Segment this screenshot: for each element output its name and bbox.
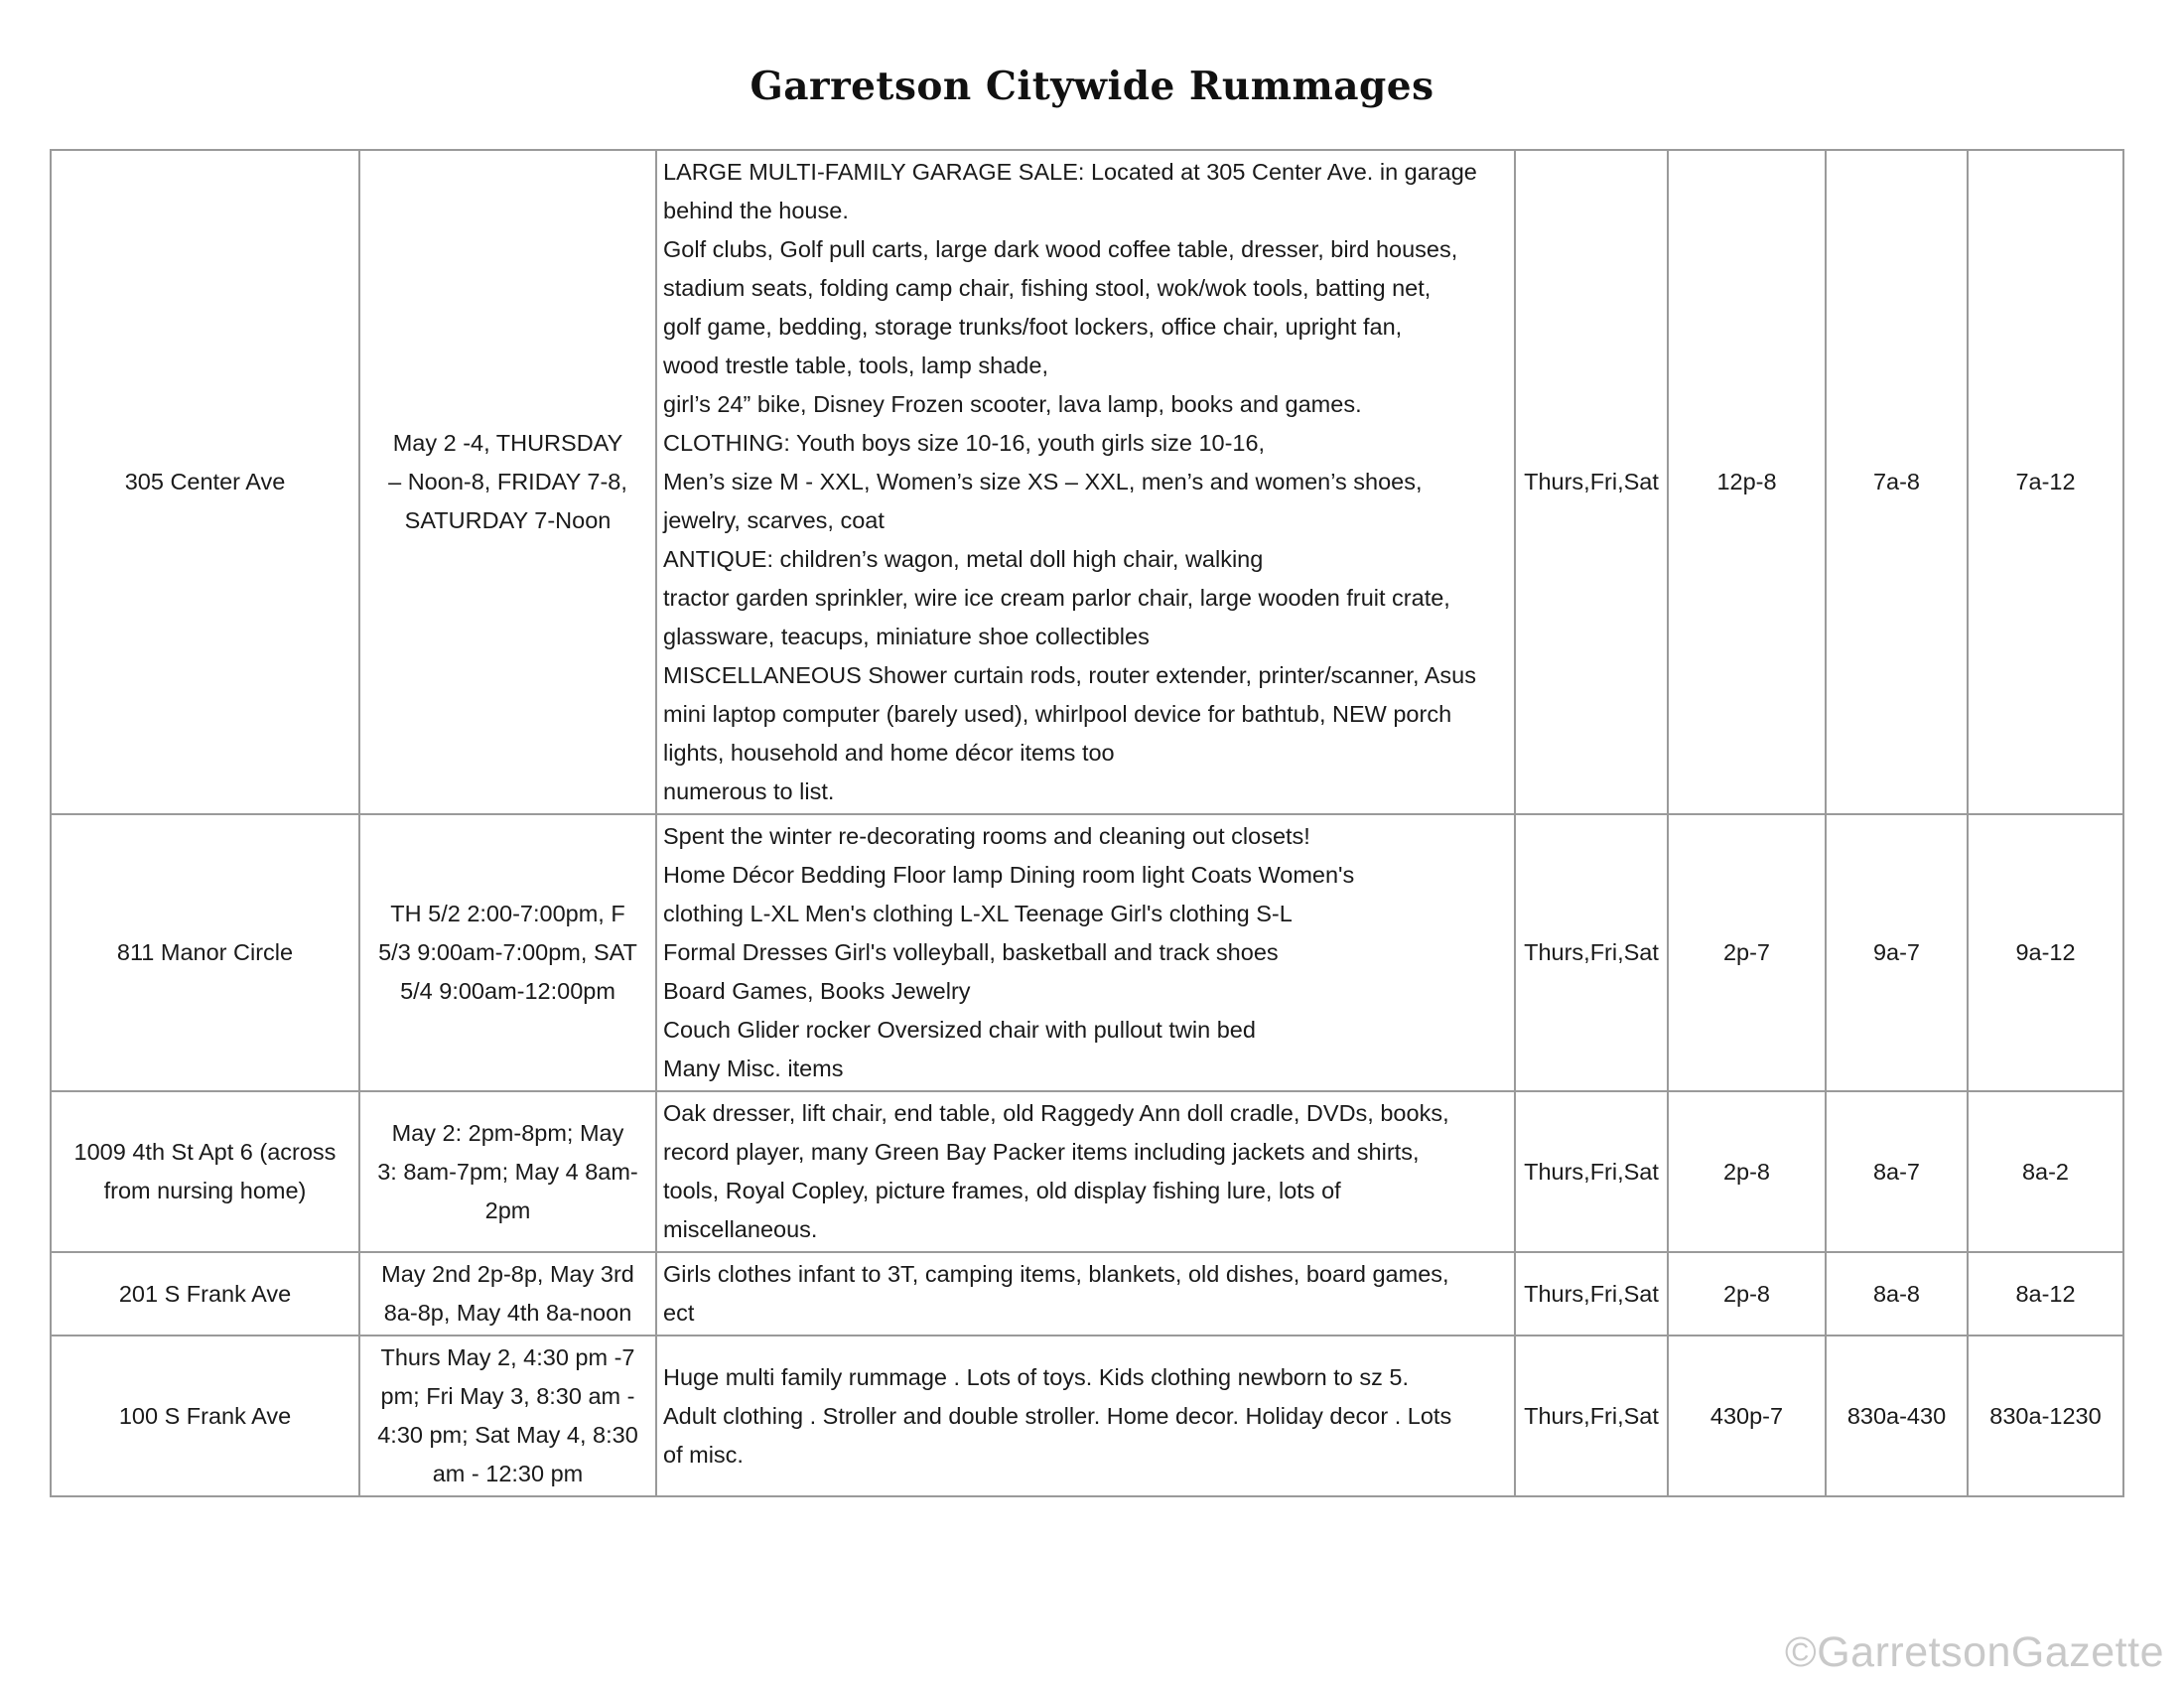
description-line: Spent the winter re-decorating rooms and cleaning out closets! [663,823,1310,849]
address-cell: 305 Center Ave [51,150,359,814]
address-cell: 1009 4th St Apt 6 (across from nursing home) [51,1091,359,1252]
description-line: LARGE MULTI-FAMILY GARAGE SALE: Located at 305 Center Ave. in garage [663,159,1477,185]
dates-line: TH 5/2 2:00-7:00pm, F [390,901,625,926]
description-line: numerous to list. [663,778,835,804]
dates-line: – Noon-8, FRIDAY 7-8, [388,469,627,494]
saturday-hours-cell: 8a-12 [1968,1252,2123,1336]
description-line: lights, household and home décor items too [663,740,1115,766]
dates-cell [359,814,656,1091]
description-line: wood trestle table, tools, lamp shade, [663,352,1048,378]
dates-line: 8a-8p, May 4th 8a-noon [383,1300,632,1326]
table-row [51,1091,2123,1252]
days-cell: Thurs,Fri,Sat [1515,1336,1668,1496]
description-line: tools, Royal Copley, picture frames, old display fishing lure, lots of [663,1178,1341,1203]
description-line: CLOTHING: Youth boys size 10-16, youth girls size 10-16, [663,430,1266,456]
thursday-hours-cell: 2p-7 [1668,814,1826,1091]
description-line: ANTIQUE: children’s wagon, metal doll high chair, walking [663,546,1264,572]
description-line: behind the house. [663,198,849,223]
description-line: girl’s 24” bike, Disney Frozen scooter, lava lamp, books and games. [663,391,1362,417]
dates-cell [359,1336,656,1496]
friday-hours-cell: 7a-8 [1826,150,1968,814]
dates-cell [359,1252,656,1336]
saturday-hours-cell: 830a-1230 [1968,1336,2123,1496]
saturday-hours-cell: 8a-2 [1968,1091,2123,1252]
description-line: glassware, teacups, miniature shoe collectibles [663,624,1150,649]
thursday-hours-cell: 12p-8 [1668,150,1826,814]
dates-line: May 2: 2pm-8pm; May [391,1119,624,1146]
description-cell [656,1091,1515,1252]
description-cell [656,814,1515,1091]
days-cell: Thurs,Fri,Sat [1515,1252,1668,1336]
days-cell: Thurs,Fri,Sat [1515,150,1668,814]
dates-line: pm; Fri May 3, 8:30 am - [380,1383,635,1409]
description-line: MISCELLANEOUS Shower curtain rods, router extender, printer/scanner, Asus [663,662,1476,688]
description-line: stadium seats, folding camp chair, fishing stool, wok/wok tools, batting net, [663,275,1432,301]
description-line: of misc. [663,1441,744,1468]
dates-line: May 2nd 2p-8p, May 3rd [381,1261,634,1287]
address-cell: 201 S Frank Ave [51,1252,359,1336]
description-cell [656,1336,1515,1496]
description-line: jewelry, scarves, coat [663,507,885,533]
dates-cell [359,150,656,814]
friday-hours-cell: 8a-7 [1826,1091,1968,1252]
description-line: Home Décor Bedding Floor lamp Dining room light Coats Women's [663,862,1355,888]
dates-line: SATURDAY 7-Noon [404,507,612,533]
dates-line: May 2 -4, THURSDAY [392,430,623,456]
description-line: Formal Dresses Girl's volleyball, basketball and track shoes [663,939,1279,965]
table-row [51,814,2123,1091]
friday-hours-cell: 9a-7 [1826,814,1968,1091]
description-line: golf game, bedding, storage trunks/foot lockers, office chair, upright fan, [663,314,1403,340]
days-cell: Thurs,Fri,Sat [1515,1091,1668,1252]
description-line: Board Games, Books Jewelry [663,978,971,1004]
saturday-hours-cell: 9a-12 [1968,814,2123,1091]
description-cell [656,150,1515,814]
description-line: Men’s size M - XXL, Women’s size XS – XXL, men’s and women’s shoes, [663,469,1423,494]
dates-line: 3: 8am-7pm; May 4 8am- [377,1158,638,1185]
dates-line: Thurs May 2, 4:30 pm -7 [380,1344,635,1370]
description-line: Huge multi family rummage . Lots of toys. Kids clothing newborn to sz 5. [663,1363,1410,1390]
table-row [51,1252,2123,1336]
friday-hours-cell: 830a-430 [1826,1336,1968,1496]
description-cell [656,1252,1515,1336]
description-line: Girls clothes infant to 3T, camping items, blankets, old dishes, board games, [663,1261,1449,1287]
description-line: record player, many Green Bay Packer items including jackets and shirts, [663,1139,1420,1165]
description-line: Golf clubs, Golf pull carts, large dark wood coffee table, dresser, bird houses, [663,236,1458,262]
watermark: ©GarretsonGazette [1785,1628,2164,1676]
thursday-hours-cell: 2p-8 [1668,1091,1826,1252]
address-cell: 811 Manor Circle [51,814,359,1091]
dates-line: am - 12:30 pm [432,1461,584,1486]
thursday-hours-cell: 2p-8 [1668,1252,1826,1336]
saturday-hours-cell: 7a-12 [1968,150,2123,814]
description-line: ect [663,1300,695,1326]
description-line: mini laptop computer (barely used), whirlpool device for bathtub, NEW porch [663,701,1452,727]
description-line: Many Misc. items [663,1055,844,1081]
dates-line: 5/4 9:00am-12:00pm [400,978,615,1004]
description-line: clothing L-XL Men's clothing L-XL Teenage Girl's clothing S-L [663,901,1293,926]
dates-line: 2pm [484,1196,531,1223]
description-line: miscellaneous. [663,1216,818,1242]
days-cell: Thurs,Fri,Sat [1515,814,1668,1091]
description-line: Adult clothing . Stroller and double stroller. Home decor. Holiday decor . Lots [663,1402,1452,1429]
dates-line: 5/3 9:00am-7:00pm, SAT [378,939,637,965]
dates-cell [359,1091,656,1252]
rummage-table [50,149,2124,1497]
friday-hours-cell: 8a-8 [1826,1252,1968,1336]
page-title: Garretson Citywide Rummages [750,64,1434,109]
address-cell: 100 S Frank Ave [51,1336,359,1496]
dates-line: 4:30 pm; Sat May 4, 8:30 [377,1422,638,1448]
table-row [51,150,2123,814]
thursday-hours-cell: 430p-7 [1668,1336,1826,1496]
table-row [51,1336,2123,1496]
description-line: tractor garden sprinkler, wire ice cream parlor chair, large wooden fruit crate, [663,585,1450,611]
description-line: Couch Glider rocker Oversized chair with pullout twin bed [663,1017,1256,1043]
description-line: Oak dresser, lift chair, end table, old Raggedy Ann doll cradle, DVDs, books, [663,1100,1449,1126]
